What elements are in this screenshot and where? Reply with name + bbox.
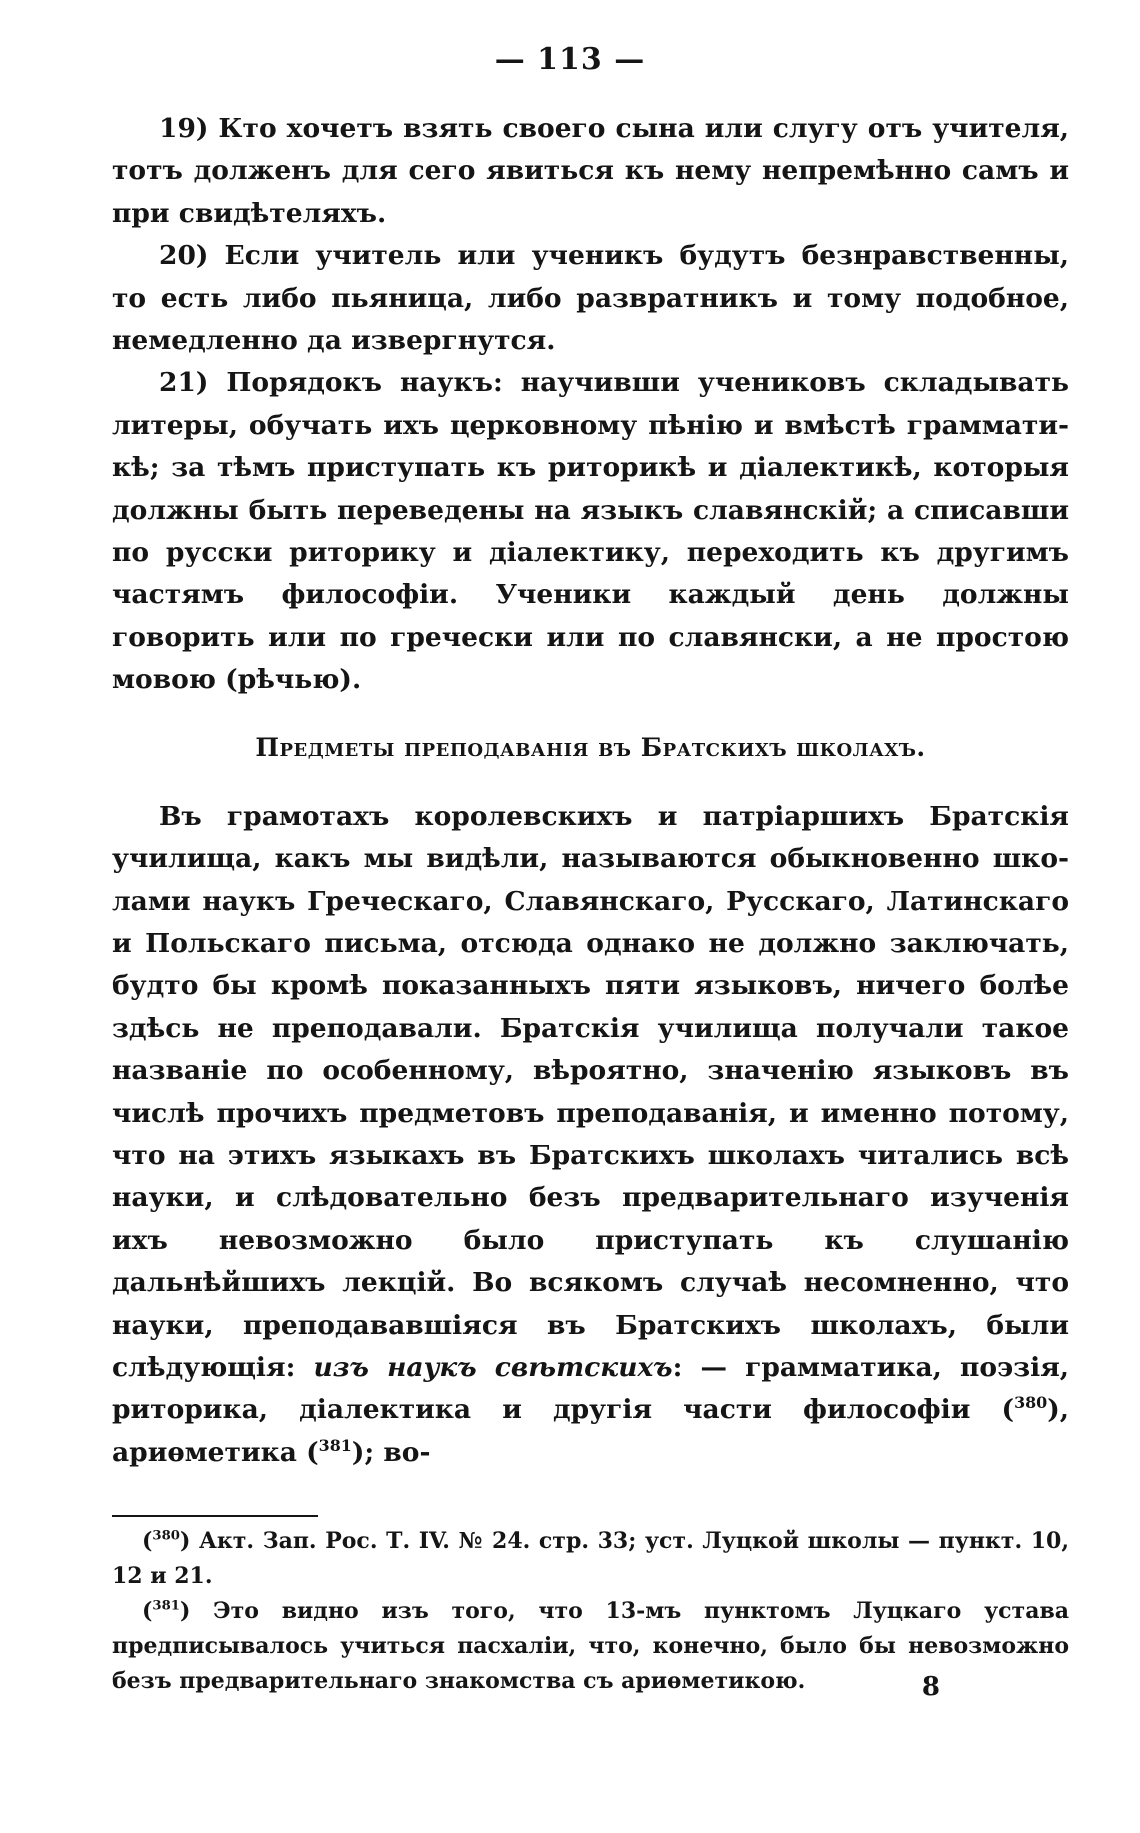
section-heading: Предметы преподаванія въ Братскихъ школахъ. — [255, 732, 926, 762]
main-paragraph — [112, 796, 1069, 1475]
signature-mark: 8 — [921, 1672, 940, 1702]
paragraph-20: 20) Если учитель или ученикъ будутъ безнравственны, то есть либо пьяница, либо развратникъ и тому подобное, немедленно да извергнутся. — [112, 240, 1069, 357]
main-paragraph-text-4: ); во- — [351, 1436, 431, 1468]
main-paragraph-text-2: : — грамматика, поэзія, риторика, діалектика и другія части философіи ( — [112, 1351, 1069, 1426]
main-paragraph-italic: изъ наукъ свѣтскихъ — [313, 1351, 673, 1383]
footnote-380: ($^{380}$) Акт. Зап. Рос. Т. IV. № 24. стр. 33; уст. Луцкой школы — пункт. 10, 12 и 21. — [112, 1528, 1069, 1589]
footnote-marker: 381 — [152, 1598, 180, 1614]
footnote-marker: 380 — [152, 1528, 180, 1544]
footnote-rule — [112, 1515, 318, 1517]
footnote-text: Акт. Зап. Рос. Т. IV. № 24. стр. 33; уст. Луцкой школы — пункт. 10, 12 и 21. — [112, 1528, 1069, 1589]
footnote-381: ($^{381}$) Это видно изъ того, что 13-мъ пунктомъ Луцкаго устава предписывалось учиться пасхаліи, что, конечно, было бы невозможно безъ предварительнаго знакомства съ ариѳметикою. — [112, 1598, 1069, 1694]
body-text — [112, 108, 1069, 1474]
footnote-text: Это видно изъ того, что 13-мъ пунктомъ Луцкаго устава предписывалось учиться пасхаліи, что, конечно, было бы невозможно безъ предварительнаго знакомства съ ариѳметикою. — [112, 1598, 1069, 1694]
footnote-ref-381: 381 — [318, 1435, 352, 1455]
paragraph-21: 21) Порядокъ наукъ: научивши учениковъ складывать литеры, обучать ихъ церковному пѣнію и вмѣстѣ грамматикѣ; за тѣмъ приступать къ риторикѣ и діалектикѣ, которыя должны быть переведены на языкъ славянскій; а списавши по русски риторику и діалектику, переходить къ другимъ частямъ философіи. Ученики каждый день должны говорить или по гречески или по славянски, а не простою мовою (рѣчью). — [112, 367, 1069, 696]
page-number: — 113 — — [494, 42, 646, 77]
paragraph-19: 19) Кто хочетъ взять своего сына или слугу отъ учителя, тотъ долженъ для сего явиться къ нему непремѣнно самъ и при свидѣтеляхъ. — [112, 113, 1069, 229]
main-paragraph-text: Въ грамотахъ королевскихъ и патріаршихъ Братскія училища, какъ мы видѣли, называются обыкновенно школами наукъ Греческаго, Славянскаго, Русскаго, Латинскаго и Польскаго письма, отсюда однако не должно заключать, будто бы кромѣ показанныхъ пяти языковъ, ничего болѣе здѣсь не преподавали. Братскія училища получали такое названіе по особенному, вѣроятно, значенію языковъ въ числѣ прочихъ предметовъ преподаванія, и именно потому, что на этихъ языкахъ въ Братскихъ школахъ читались всѣ науки, и слѣдовательно безъ предварительнаго изученія ихъ невозможно было приступать къ слушанію дальнѣйшихъ лекцій. Во всякомъ случаѣ несомненно, что науки, преподававшіяся въ Братскихъ школахъ, были слѣдующія: — [112, 800, 1069, 1383]
footnote-ref-380: 380 — [1014, 1393, 1048, 1413]
main-paragraph-text-3: ), ариѳметика ( — [112, 1394, 1069, 1468]
